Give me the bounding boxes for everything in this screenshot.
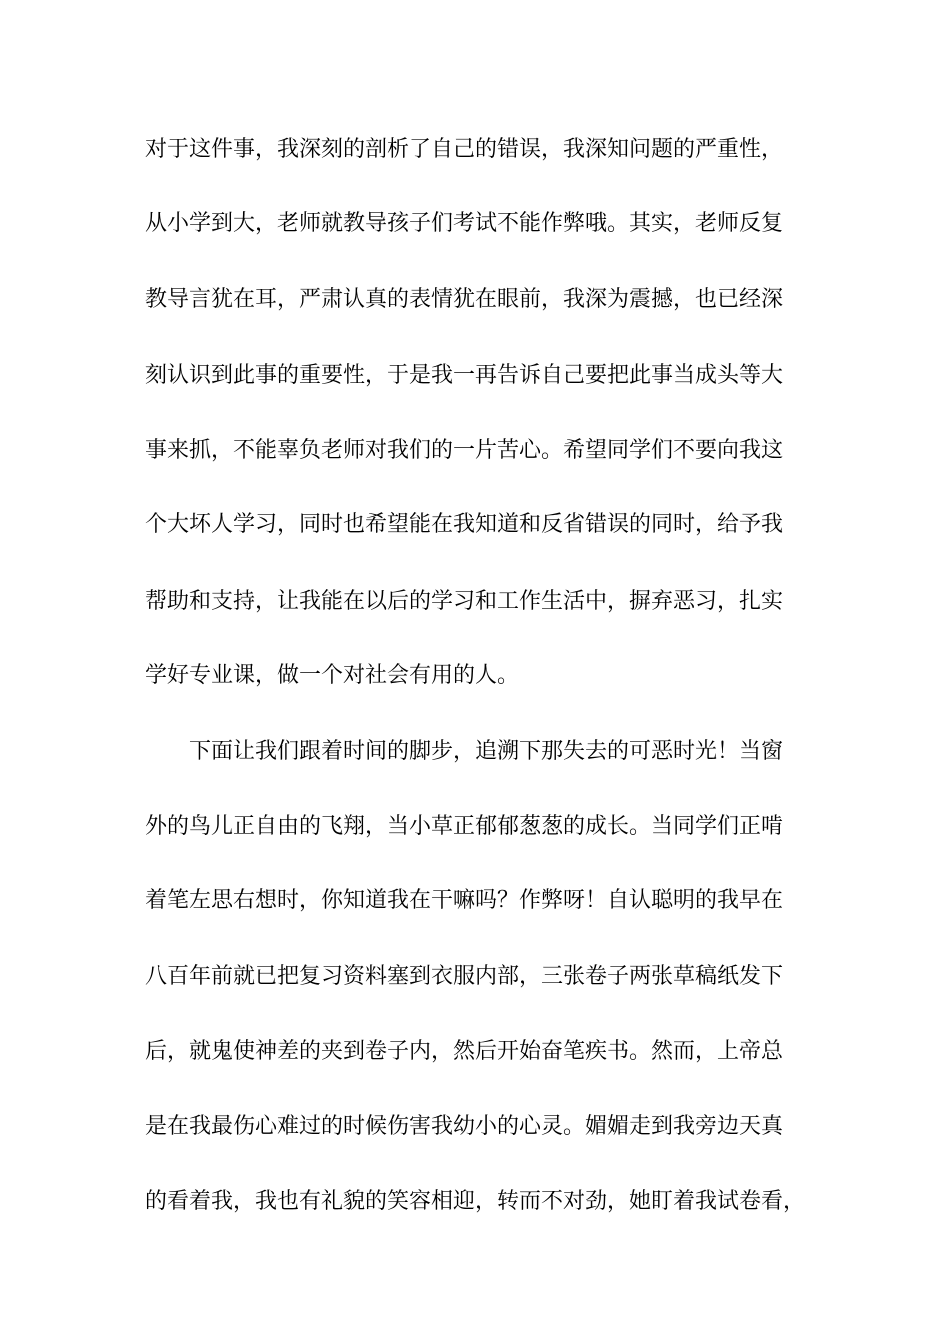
text-line: 后，就鬼使神差的夹到卷子内，然后开始奋笔疾书。然而，上帝总 — [145, 1039, 784, 1064]
text-line: 个大坏人学习，同时也希望能在我知道和反省错误的同时，给予我 — [145, 512, 784, 537]
text-line: 着笔左思右想时，你知道我在干嘛吗？作弊呀！自认聪明的我早在 — [145, 888, 784, 913]
text-line: 帮助和支持，让我能在以后的学习和工作生活中，摒弃恶习，扎实 — [145, 589, 784, 614]
text-line: 从小学到大，老师就教导孩子们考试不能作弊哦。其实，老师反复 — [145, 211, 784, 236]
text-line: 下面让我们跟着时间的脚步，追溯下那失去的可恶时光！当窗 — [189, 739, 784, 764]
text-line: 刻认识到此事的重要性，于是我一再告诉自己要把此事当成头等大 — [145, 363, 784, 388]
text-line: 外的鸟儿正自由的飞翔，当小草正郁郁葱葱的成长。当同学们正啃 — [145, 814, 784, 839]
text-line: 是在我最伤心难过的时候伤害我幼小的心灵。媚媚走到我旁边天真 — [145, 1114, 784, 1139]
text-line: 事来抓，不能辜负老师对我们的一片苦心。希望同学们不要向我这 — [145, 438, 784, 463]
text-line: 八百年前就已把复习资料塞到衣服内部，三张卷子两张草稿纸发下 — [145, 964, 784, 989]
text-line: 教导言犹在耳，严肃认真的表情犹在眼前，我深为震撼，也已经深 — [145, 287, 784, 312]
text-line: 的看着我，我也有礼貌的笑容相迎，转而不对劲，她盯着我试卷看， — [145, 1189, 806, 1214]
text-line: 学好专业课，做一个对社会有用的人。 — [145, 663, 520, 688]
text-line: 对于这件事，我深刻的剖析了自己的错误，我深知问题的严重性， — [145, 137, 784, 162]
